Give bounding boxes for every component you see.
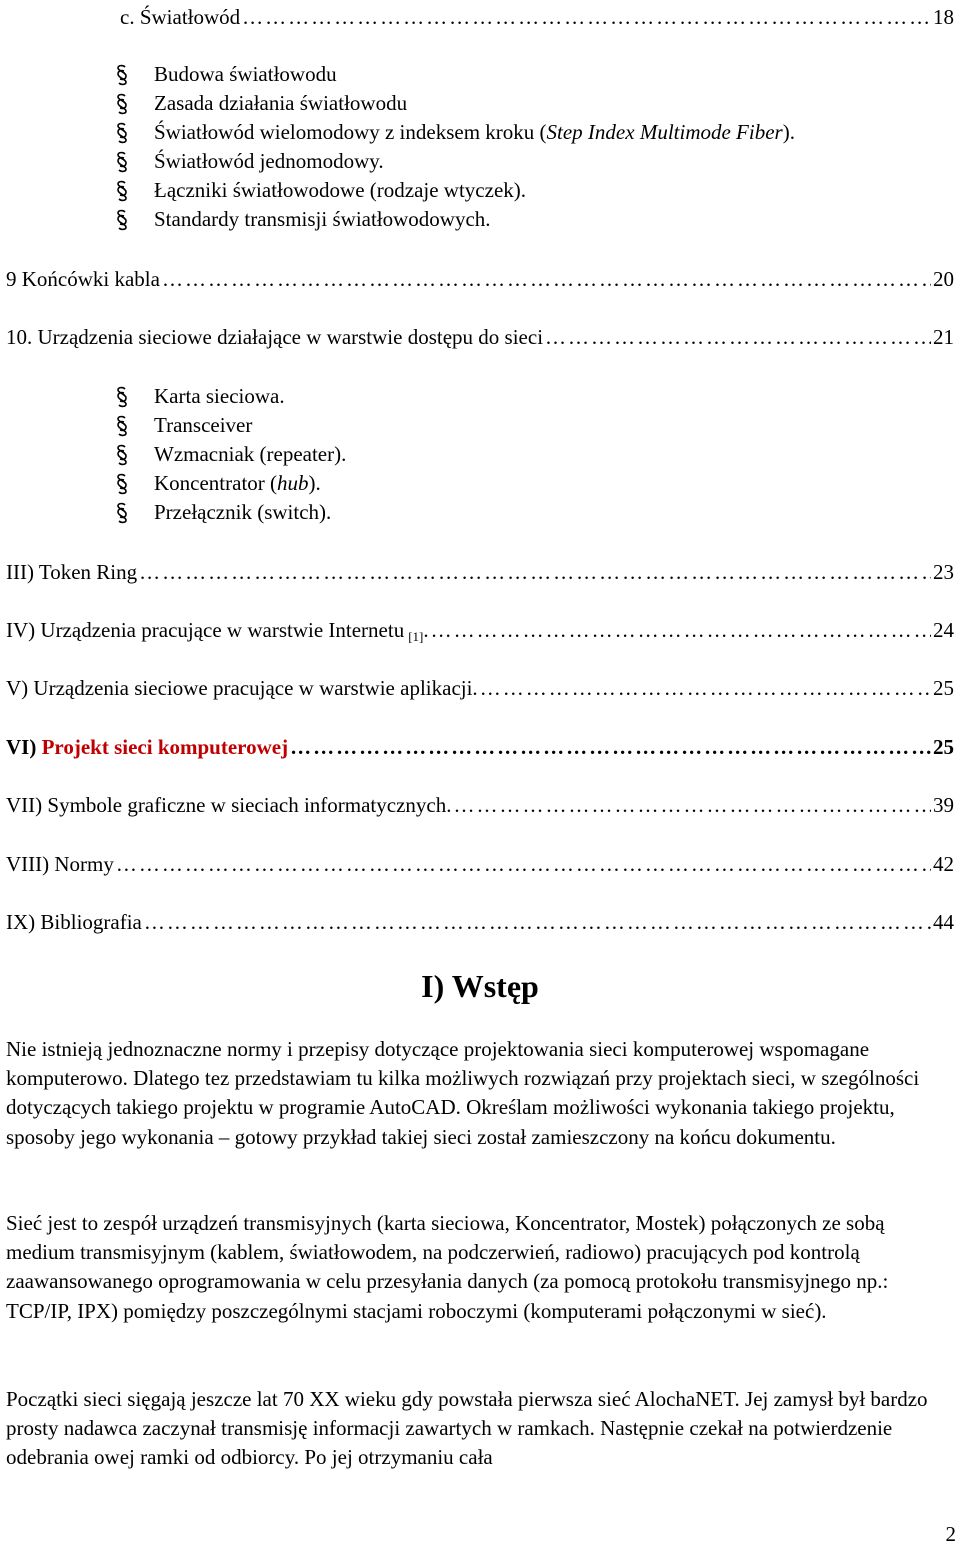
toc-leader-dots <box>431 615 931 645</box>
toc-entry-label: 10. Urządzenia sieciowe działające w warstwie dostępu do sieci <box>6 325 544 349</box>
toc-entry-cable-ends[interactable] <box>6 264 954 294</box>
page-number: 2 <box>945 1522 956 1546</box>
list-item: Światłowód wielomodowy z indeksem kroku (Step Index Multimode Fiber). <box>114 118 795 147</box>
toc-entry-page: 25 <box>933 676 954 700</box>
toc-entry-label: VII) Symbole graficzne w sieciach informatycznych. <box>6 793 452 817</box>
toc-entry-standards[interactable] <box>6 849 954 879</box>
network-definition-paragraph: Sieć jest to zespół urządzeń transmisyjnych (karta sieciowa, Koncentrator, Mostek) połączonych ze sobą medium transmisyjnym (kablem, światłowodem, na podczerwień, radiowo) pracujących pod kontrolą zaawansowanego oprogramowania w celu przesyłania danych (za pomocą protokołu transmisyjnego np.: TCP/IP, IPX) pomiędzy poszczególnymi stacjami roboczymi (komputerami połączonymi w sieć). <box>6 1211 889 1323</box>
toc-entry-label: III) Token Ring <box>6 560 138 584</box>
list-item: Koncentrator (hub). <box>114 469 346 498</box>
list-item: Karta sieciowa. <box>114 382 346 411</box>
toc-leader-dots <box>162 264 931 294</box>
toc-entry-page: 23 <box>933 560 954 584</box>
list-item: Wzmacniak (repeater). <box>114 440 346 469</box>
section-sign-bullet-icon <box>114 180 130 202</box>
toc-leader-dots <box>453 790 931 820</box>
list-item: Standardy transmisji światłowodowych. <box>114 205 795 234</box>
toc-entry-network-project[interactable] <box>6 732 954 762</box>
toc-entry-label: IX) Bibliografia <box>6 910 142 934</box>
toc-entry-application-layer-devices[interactable] <box>6 673 954 703</box>
toc-entry-page: 25 <box>933 735 954 759</box>
toc-entry-page: 44 <box>933 910 954 934</box>
device-topic-list <box>114 382 346 527</box>
list-item: Transceiver <box>114 411 346 440</box>
toc-entry-label: c. Światłowód <box>120 5 241 29</box>
toc-entry-label: 9 Końcówki kabla <box>6 267 160 291</box>
list-item: Zasada działania światłowodu <box>114 89 795 118</box>
section-sign-bullet-icon <box>114 151 130 173</box>
section-sign-bullet-icon <box>114 93 130 115</box>
toc-entry-page: 24 <box>933 618 954 642</box>
toc-entry-internet-layer-devices[interactable] <box>6 615 954 645</box>
toc-entry-page: 20 <box>933 267 954 291</box>
section-sign-bullet-icon <box>114 415 130 437</box>
toc-leader-dots <box>144 907 931 937</box>
toc-entry-fiber[interactable] <box>6 2 954 32</box>
intro-paragraph: Nie istnieją jednoznaczne normy i przepisy dotyczące projektowania sieci komputerowej wspomagane komputerowo. Dlatego tez przedstawiam tu kilka możliwych rozwiązań przy projektach sieci, w szególności dotyczących takiego projektu w programie AutoCAD. Określam możliwości wykonania takiego projektu, sposoby jego wykonania – gotowy przykład takiej sieci został zamieszczony na końcu dokumentu. <box>6 1037 920 1149</box>
reference-marker: [1] <box>408 629 424 644</box>
section-sign-bullet-icon <box>114 386 130 408</box>
toc-entry-label: VI) Projekt sieci komputerowej <box>6 735 289 759</box>
section-sign-bullet-icon <box>114 473 130 495</box>
list-item: Budowa światłowodu <box>114 60 795 89</box>
toc-entry-page: 39 <box>933 793 954 817</box>
fiber-topic-list <box>114 60 795 234</box>
toc-leader-dots <box>480 673 931 703</box>
toc-entry-bibliography[interactable] <box>6 907 954 937</box>
toc-leader-dots <box>116 849 931 879</box>
toc-leader-dots <box>545 322 931 352</box>
section-sign-bullet-icon <box>114 122 130 144</box>
toc-entry-page: 18 <box>933 5 954 29</box>
section-sign-bullet-icon <box>114 64 130 86</box>
toc-leader-dots <box>242 2 931 32</box>
toc-entry-page: 21 <box>933 325 954 349</box>
toc-entry-page: 42 <box>933 852 954 876</box>
toc-entry-network-access-devices[interactable] <box>6 322 954 352</box>
section-sign-bullet-icon <box>114 502 130 524</box>
list-item: Łączniki światłowodowe (rodzaje wtyczek). <box>114 176 795 205</box>
history-paragraph: Początki sieci sięgają jeszcze lat 70 XX wieku gdy powstała pierwsza sieć AlochaNET. Jej zamysł był bardzo prosty nadawca zaczynał transmisję informacji zawartych w ramkach. Następnie czekał na potwierdzenie odebrania owej ramki od odbiorcy. Po jej otrzymaniu cała <box>6 1387 928 1470</box>
toc-entry-label: VIII) Normy <box>6 852 114 876</box>
section-sign-bullet-icon <box>114 209 130 231</box>
toc-entry-label: IV) Urządzenia pracujące w warstwie Internetu $_{[1]}$. <box>6 618 429 644</box>
list-item: Przełącznik (switch). <box>114 498 346 527</box>
toc-entry-token-ring[interactable] <box>6 557 954 587</box>
section-title: I) Wstęp <box>421 968 539 1004</box>
section-sign-bullet-icon <box>114 444 130 466</box>
toc-leader-dots <box>290 732 931 762</box>
toc-entry-label: V) Urządzenia sieciowe pracujące w warstwie aplikacji. <box>6 676 478 700</box>
toc-leader-dots <box>139 557 931 587</box>
toc-entry-graphic-symbols[interactable] <box>6 790 954 820</box>
list-item: Światłowód jednomodowy. <box>114 147 795 176</box>
